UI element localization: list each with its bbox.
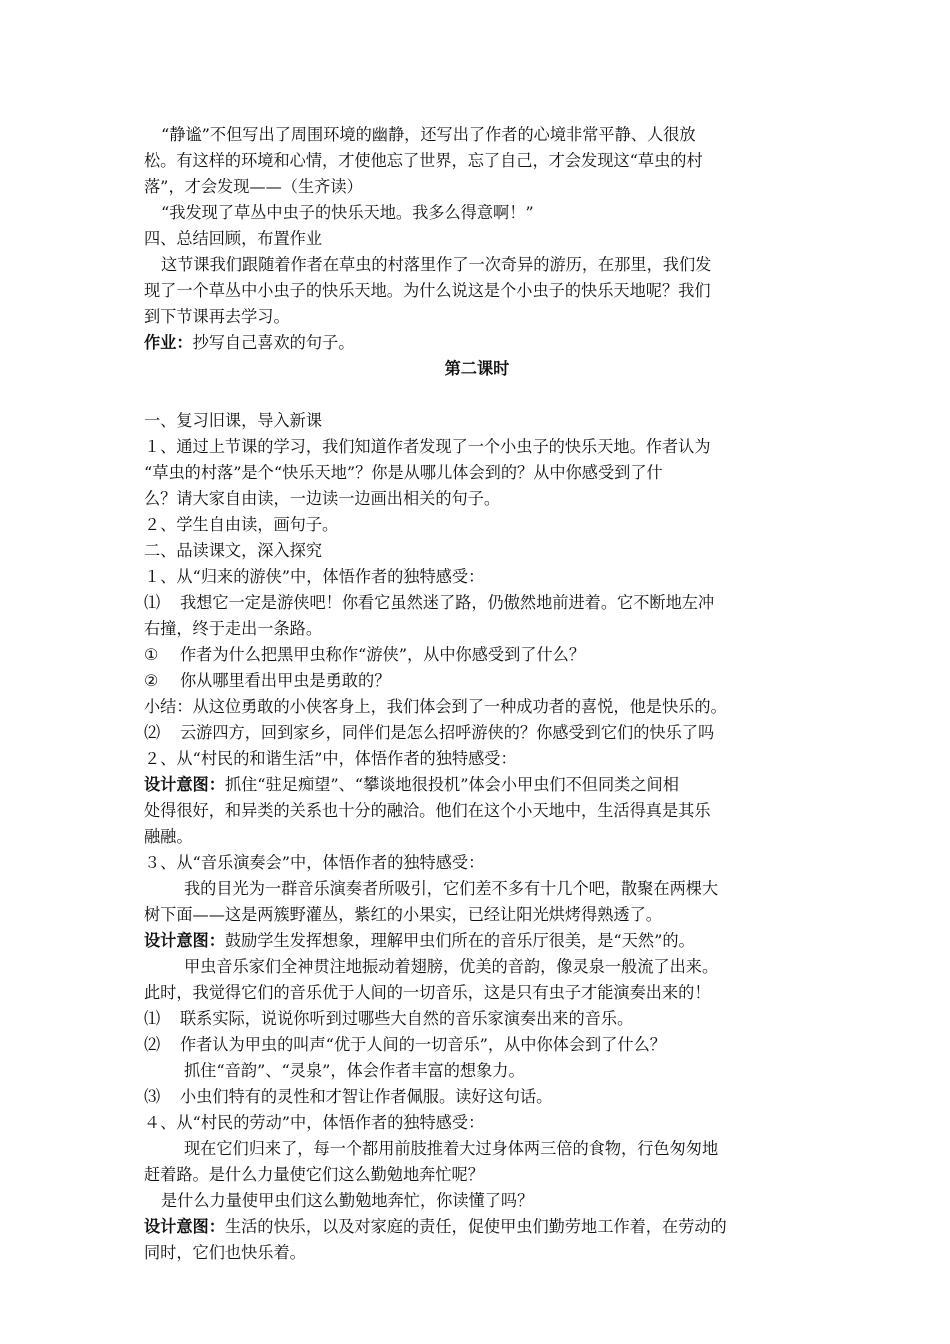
lesson-title: 第二课时 [444, 359, 510, 378]
item-text: 联系实际，说说你听到过哪些大自然的音乐家演奏出来的音乐。 [180, 1009, 634, 1028]
design-intent-line [144, 772, 814, 798]
design-intent-line [144, 1214, 814, 1240]
item-marker: ① [144, 645, 159, 664]
text-line: １、通过上节课的学习，我们知道作者发现了一个小虫子的快乐天地。作者认为 [144, 437, 711, 456]
list-item [144, 590, 814, 616]
text-line: 松。有这样的环境和心情，才使他忘了世界，忘了自己，才会发现这“草虫的村 [144, 151, 703, 170]
text-line: 甲虫音乐家们全神贯注地振动着翅膀，优美的音韵，像灵泉一般流了出来。 [184, 957, 719, 976]
item-marker: ⑵ [144, 723, 161, 742]
text-line: １、从“归来的游侠”中，体悟作者的独特感受： [144, 567, 485, 586]
list-item [144, 1084, 814, 1110]
item-marker: ⑶ [144, 1087, 161, 1106]
text-line: 我的目光为一群音乐演奏者所吸引，它们差不多有十几个吧，散聚在两棵大 [184, 879, 719, 898]
text-line: 赶着路。是什么力量使它们这么勤勉地奔忙呢？ [144, 1165, 484, 1184]
text-line: 到下节课再去学习。 [144, 307, 290, 326]
design-intent-label: 设计意图： [144, 1217, 225, 1236]
text-line: ２、学生自由读，画句子。 [144, 515, 339, 534]
text-line: “静谧”不但写出了周围环境的幽静，还写出了作者的心境非常平静、人很放 [161, 125, 696, 144]
text-line: 融融。 [144, 827, 193, 846]
item-marker: ⑵ [144, 1035, 161, 1054]
text-line: 现了一个草丛中小虫子的快乐天地。为什么说这是个小虫子的快乐天地呢？我们 [144, 281, 711, 300]
design-intent-line [144, 928, 814, 954]
text-line: 抓住“音韵”、“灵泉”，体会作者丰富的想象力。 [184, 1061, 525, 1080]
item-marker: ② [144, 671, 159, 690]
section-heading: 四、总结回顾，布置作业 [144, 229, 323, 248]
list-item [144, 668, 814, 694]
list-item [144, 642, 814, 668]
design-intent-label: 设计意图： [144, 931, 225, 950]
section-heading: 二、品读课文，深入探究 [144, 541, 323, 560]
item-text: 云游四方，回到家乡，同伴们是怎么招呼游侠的？你感受到它们的快乐了吗 [180, 723, 715, 742]
homework-line [144, 330, 814, 356]
item-text: 作者为什么把黑甲虫称作“游侠”，从中你感受到了什么？ [180, 645, 586, 664]
text-line: 落”，才会发现——（生齐读） [144, 177, 363, 196]
section-heading: 一、复习旧课，导入新课 [144, 411, 323, 430]
text-line: 右撞，终于走出一条路。 [144, 619, 323, 638]
item-text: 你从哪里看出甲虫是勇敢的？ [180, 671, 391, 690]
text-line: 此时，我觉得它们的音乐优于人间的一切音乐，这是只有虫子才能演奏出来的！ [144, 983, 711, 1002]
text-line: 是什么力量使甲虫们这么勤勉地奔忙，你读懂了吗？ [161, 1191, 534, 1210]
text-line: 么？请大家自由读，一边读一边画出相关的句子。 [144, 489, 501, 508]
document-page [144, 122, 814, 1266]
design-intent-text: 抓住“驻足痴望”、“攀谈地很投机”体会小甲虫们不但同类之间相 [224, 775, 679, 794]
item-text: 小虫们特有的灵性和才智让作者佩服。读好这句话。 [180, 1087, 553, 1106]
text-line: 这节课我们跟随着作者在草虫的村落里作了一次奇异的游历，在那里，我们发 [161, 255, 712, 274]
item-text: 作者认为甲虫的叫声“优于人间的一切音乐”，从中你体会到了什么？ [180, 1035, 666, 1054]
text-line: “我发现了草丛中虫子的快乐天地。我多么得意啊！” [161, 203, 534, 222]
text-line: 同时，它们也快乐着。 [144, 1243, 306, 1262]
list-item [144, 1006, 814, 1032]
list-item [144, 1032, 814, 1058]
text-line: ２、从“村民的和谐生活”中，体悟作者的独特感受： [144, 749, 517, 768]
text-line: 树下面——这是两簇野灌丛，紫红的小果实，已经让阳光烘烤得熟透了。 [144, 905, 662, 924]
list-item [144, 720, 814, 746]
text-line: ４、从“村民的劳动”中，体悟作者的独特感受： [144, 1113, 485, 1132]
homework-label: 作业： [144, 333, 193, 352]
item-marker: ⑴ [144, 593, 161, 612]
text-line: 现在它们归来了，每一个都用前肢推着大过身体两三倍的食物，行色匆匆地 [184, 1139, 719, 1158]
text-line: 小结：从这位勇敢的小侠客身上，我们体会到了一种成功者的喜悦，他是快乐的。 [144, 697, 727, 716]
item-marker: ⑴ [144, 1009, 161, 1028]
design-intent-text: 鼓励学生发挥想象，理解甲虫们所在的音乐厅很美，是“天然”的。 [224, 931, 695, 950]
text-line: “草虫的村落”是个“快乐天地”？你是从哪儿体会到的？从中你感受到了什 [144, 463, 663, 482]
item-text: 我想它一定是游侠吧！你看它虽然迷了路，仍傲然地前进着。它不断地左冲 [180, 593, 715, 612]
text-line: ３、从“音乐演奏会”中，体悟作者的独特感受： [144, 853, 485, 872]
text-line: 处得很好，和异类的关系也十分的融洽。他们在这个小天地中，生活得真是其乐 [144, 801, 711, 820]
design-intent-label: 设计意图： [144, 775, 225, 794]
blank-line [144, 382, 814, 408]
homework-text: 抄写自己喜欢的句子。 [192, 333, 355, 352]
design-intent-text: 生活的快乐，以及对家庭的责任，促使甲虫们勤劳地工作着，在劳动的 [224, 1217, 727, 1236]
